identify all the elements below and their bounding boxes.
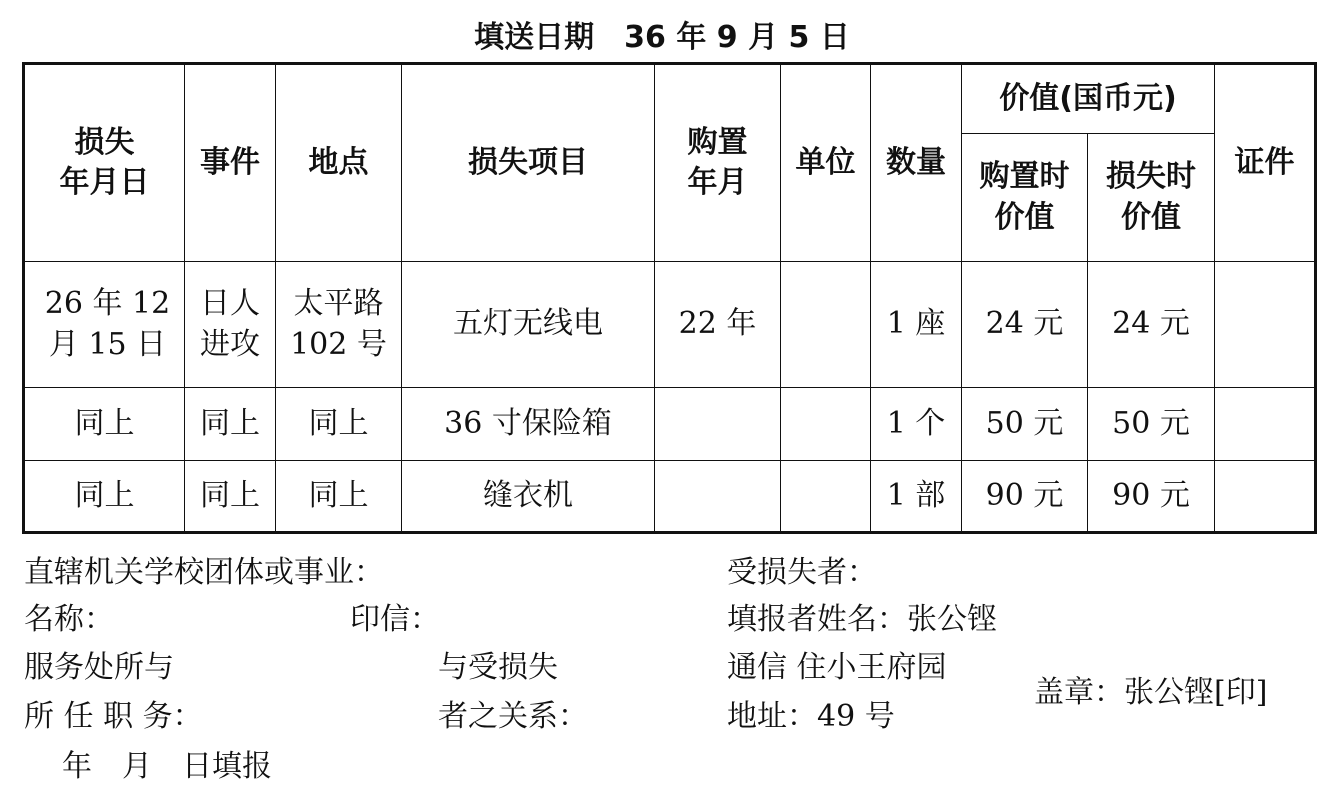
table-row: [24, 461, 1316, 533]
cell-place: 同上: [276, 461, 402, 533]
cell-quantity: 1 部: [871, 461, 962, 533]
reporter-name: 填报者姓名：张公铿: [727, 602, 997, 637]
header-value-group: 价值(国币元): [962, 64, 1215, 134]
cell-loss-item: 五灯无线电: [402, 262, 655, 388]
header-unit: 单位: [781, 64, 871, 262]
cell-purchase-date: [655, 388, 781, 461]
cell-loss-date: 26 年 12 月 15 日: [24, 262, 185, 388]
address-line2: 地址：49 号: [727, 699, 895, 734]
fill-date-line: 年 月 日填报: [62, 749, 272, 784]
cell-place: 太平路 102 号: [276, 262, 402, 388]
cell-quantity: 1 座: [871, 262, 962, 388]
cell-purchase-date: 22 年: [655, 262, 781, 388]
cell-unit: [781, 388, 871, 461]
cell-value-at-loss: 90 元: [1088, 461, 1215, 533]
header-evidence: 证件: [1215, 64, 1316, 262]
cell-evidence: [1215, 262, 1316, 388]
name-label: 名称：: [24, 602, 114, 637]
address-line1: 通信 住小王府园: [727, 650, 947, 685]
cell-unit: [781, 461, 871, 533]
stamp-seal: 盖章：张公铿[印]: [1034, 675, 1268, 710]
office-label: 服务处所与: [24, 650, 174, 685]
cell-value-at-purchase: 24 元: [962, 262, 1088, 388]
cell-event: 日人 进攻: [185, 262, 276, 388]
header-purchase-date: 购置 年月: [655, 64, 781, 262]
cell-loss-item: 缝衣机: [402, 461, 655, 533]
header-place: 地点: [276, 64, 402, 262]
header-event: 事件: [185, 64, 276, 262]
cell-evidence: [1215, 461, 1316, 533]
header-quantity: 数量: [871, 64, 962, 262]
cell-quantity: 1 个: [871, 388, 962, 461]
cell-place: 同上: [276, 388, 402, 461]
cell-purchase-date: [655, 461, 781, 533]
cell-unit: [781, 262, 871, 388]
relation-label-line2: 者之关系：: [438, 699, 588, 734]
report-date-line: 填送日期 36 年 9 月 5 日: [474, 20, 850, 55]
table-row: [24, 388, 1316, 461]
cell-value-at-purchase: 50 元: [962, 388, 1088, 461]
seal-label: 印信：: [350, 602, 440, 637]
cell-loss-date: 同上: [24, 461, 185, 533]
cell-event: 同上: [185, 388, 276, 461]
header-value-at-loss: 损失时 价值: [1088, 134, 1215, 262]
cell-loss-item: 36 寸保险箱: [402, 388, 655, 461]
loss-report-table: [22, 62, 1317, 534]
cell-value-at-purchase: 90 元: [962, 461, 1088, 533]
table-row: [24, 262, 1316, 388]
cell-value-at-loss: 50 元: [1088, 388, 1215, 461]
cell-evidence: [1215, 388, 1316, 461]
cell-loss-date: 同上: [24, 388, 185, 461]
position-label: 所 任 职 务：: [24, 699, 203, 734]
victim-label: 受损失者：: [727, 555, 877, 590]
cell-value-at-loss: 24 元: [1088, 262, 1215, 388]
cell-event: 同上: [185, 461, 276, 533]
relation-label-line1: 与受损失: [438, 650, 558, 685]
header-loss-item: 损失项目: [402, 64, 655, 262]
header-loss-date: 损失 年月日: [24, 64, 185, 262]
org-label: 直辖机关学校团体或事业：: [24, 555, 384, 590]
header-value-at-purchase: 购置时 价值: [962, 134, 1088, 262]
